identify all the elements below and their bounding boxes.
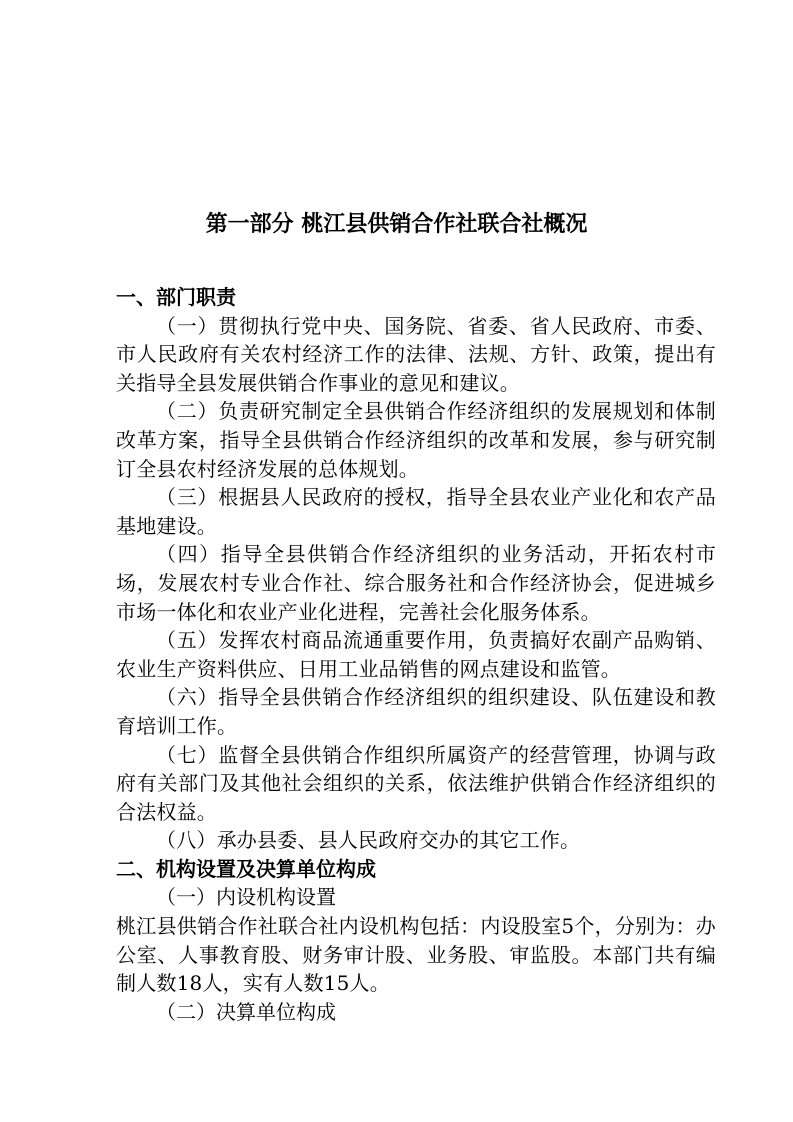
section-heading-duties: 一、部门职责: [116, 285, 236, 309]
duty-paragraph-2: （二）负责研究制定全县供销合作经济组织的发展规划和体制改革方案，指导全县供销合作经济组织的改革和发展，参与研究制订全县农村经济发展的总体规划。: [116, 399, 716, 481]
duty-paragraph-3: （三）根据县人民政府的授权，指导全县农业产业化和农产品基地建设。: [116, 485, 716, 538]
subheading-internal-structure: （一）内设机构设置: [156, 885, 336, 910]
duty-paragraph-1: （一）贯彻执行党中央、国务院、省委、省人民政府、市委、市人民政府有关农村经济工作的法律、法规、方针、政策，提出有关指导全县发展供销合作事业的意见和建议。: [116, 313, 716, 395]
document-body: [116, 283, 716, 1026]
duty-paragraph-5: （五）发挥农村商品流通重要作用，负责搞好农副产品购销、农业生产资料供应、日用工业品销售的网点建设和监管。: [116, 628, 716, 681]
document-title: 第一部分 桃江县供销合作社联合社概况: [205, 211, 588, 237]
section-heading-structure: 二、机构设置及决算单位构成: [116, 856, 376, 881]
duty-paragraph-7: （七）监督全县供销合作组织所属资产的经营管理，协调与政府有关部门及其他社会组织的关系，依法维护供销合作经济组织的合法权益。: [116, 742, 716, 824]
duty-paragraph-8: （八）承办县委、县人民政府交办的其它工作。: [156, 828, 581, 853]
internal-structure-paragraph: 桃江县供销合作社联合社内设机构包括：内设股室5个，分别为：办公室、人事教育股、财务审计股、业务股、审监股。本部门共有编制人数18人，实有人数15人。: [116, 914, 716, 996]
duty-paragraph-4: （四）指导全县供销合作经济组织的业务活动，开拓农村市场，发展农村专业合作社、综合服务社和合作经济协会，促进城乡市场一体化和农业产业化进程，完善社会化服务体系。: [116, 542, 716, 624]
duty-paragraph-6: （六）指导全县供销合作经济组织的组织建设、队伍建设和教育培训工作。: [116, 685, 716, 738]
subheading-accounting-units: （二）决算单位构成: [156, 999, 336, 1024]
